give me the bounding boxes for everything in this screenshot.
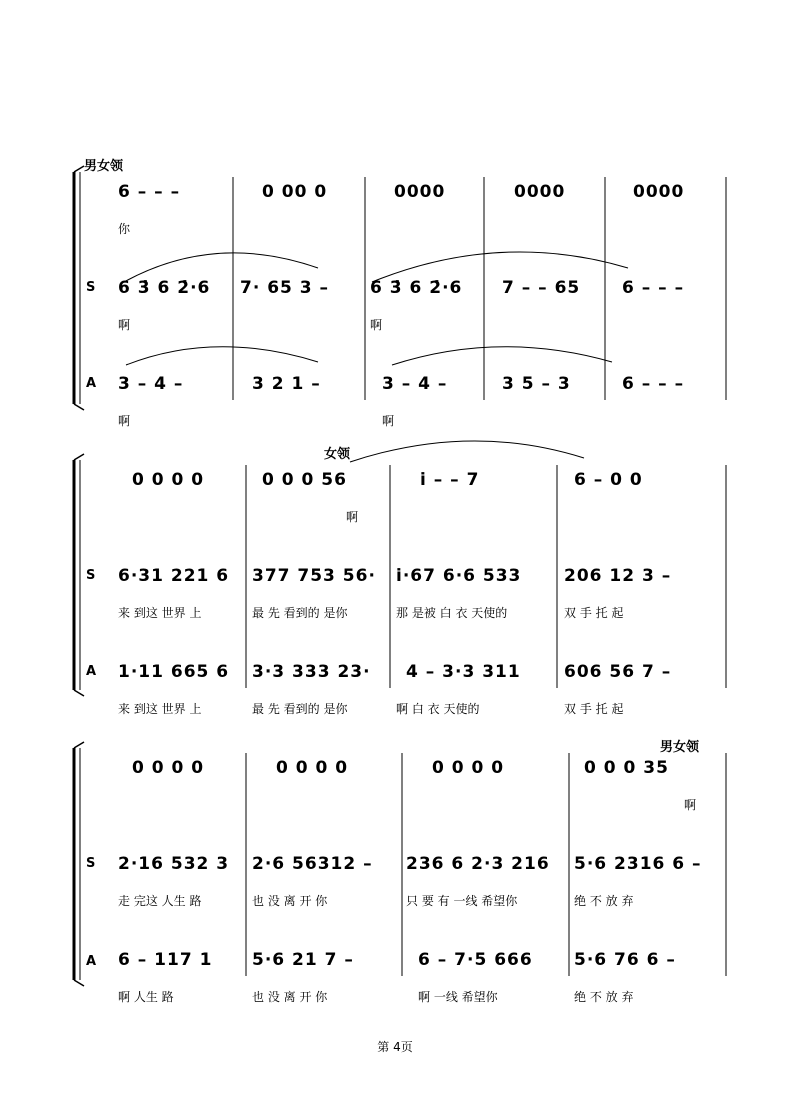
lyric: 来 到这 世界 上 <box>118 606 202 620</box>
part-label: A <box>86 954 97 969</box>
lyric: 只 要 有 一线 希望你 <box>406 894 518 908</box>
measure: 2·16 532 3 <box>118 854 230 874</box>
measure: 0 00 0 <box>262 182 328 202</box>
lyric: 绝 不 放 弃 <box>574 990 634 1004</box>
measure: 1·11 665 6 <box>118 662 230 682</box>
measure: 2·6 56312 – <box>252 854 373 874</box>
measure: 7· 65 3 – <box>240 278 330 298</box>
lyric: 最 先 看到的 是你 <box>252 606 348 620</box>
part-label: A <box>86 664 97 679</box>
lyric: 啊 一线 希望你 <box>418 990 498 1004</box>
measure: 6 – 0 0 <box>574 470 643 490</box>
part-label: A <box>86 376 97 391</box>
measure: 3·3 333 23· <box>252 662 371 682</box>
lyric: 啊 <box>370 318 383 332</box>
measure: 6 – – – <box>622 374 685 394</box>
lyric: 啊 <box>684 798 697 812</box>
measure: 6 3̇ 6 2̇·6 <box>118 278 211 298</box>
lyric: 你 <box>118 222 131 236</box>
lyric: 来 到这 世界 上 <box>118 702 202 716</box>
measure: 5·6 76 6 – <box>574 950 676 970</box>
lyric: 走 完这 人生 路 <box>118 894 202 908</box>
part-label: S <box>86 280 96 295</box>
lyric: 双 手 托 起 <box>564 606 624 620</box>
measure: i̇·67 6·6 533 <box>396 566 522 586</box>
part-label: S <box>86 568 96 583</box>
measure: 236 6 2·3 216 <box>406 854 550 874</box>
lyric: 那 是被 白 衣 天使的 <box>396 606 508 620</box>
lyric: 啊 <box>346 510 359 524</box>
measure: 5·6 21 7 – <box>252 950 354 970</box>
lyric: 绝 不 放 弃 <box>574 894 634 908</box>
measure: 4 – 3·3 311 <box>406 662 521 682</box>
lead-label: 男女领 <box>660 740 700 755</box>
measure: 0 0 0 0 <box>432 758 505 778</box>
lyric: 啊 <box>118 318 131 332</box>
measure: 0 0 0 0 <box>132 758 205 778</box>
measure: 206 12 3 – <box>564 566 672 586</box>
measure: 5·6 2316 6 – <box>574 854 702 874</box>
measure: 6·31 221 6 <box>118 566 230 586</box>
lyric: 最 先 看到的 是你 <box>252 702 348 716</box>
lyric: 啊 白 衣 天使的 <box>396 702 480 716</box>
page-number: 第 4页 <box>377 1040 413 1054</box>
measure: 3 2 1 – <box>252 374 321 394</box>
measure: 6 – – – <box>118 182 181 202</box>
lead-label: 男女领 <box>84 159 124 174</box>
lyric: 啊 <box>118 414 131 428</box>
measure: i̇ – – 7 <box>420 470 480 490</box>
measure: 3 5 – 3 <box>502 374 571 394</box>
measure: 0 0 0 0 <box>276 758 349 778</box>
measure: 0 0 0 56 <box>262 470 347 490</box>
lyric: 双 手 托 起 <box>564 702 624 716</box>
lyric: 啊 人生 路 <box>118 990 174 1004</box>
measure: 0 0 0 35 <box>584 758 669 778</box>
measure: 6 – – – <box>622 278 685 298</box>
lyric: 也 没 离 开 你 <box>252 990 328 1004</box>
measure: 3 – 4 – <box>118 374 184 394</box>
measure: 0000 <box>394 182 446 202</box>
measure: 0000 <box>633 182 685 202</box>
measure: 377 753 56· <box>252 566 376 586</box>
measure: 606 56 7 – <box>564 662 672 682</box>
measure: 6 – 7·5 666 <box>418 950 533 970</box>
measure: 7 – – 65 <box>502 278 581 298</box>
part-label: S <box>86 856 96 871</box>
measure: 0000 <box>514 182 566 202</box>
measure: 3 – 4 – <box>382 374 448 394</box>
lyric: 也 没 离 开 你 <box>252 894 328 908</box>
measure: 6 3̇ 6 2̇·6 <box>370 278 463 298</box>
measure: 0 0 0 0 <box>132 470 205 490</box>
lyric: 啊 <box>382 414 395 428</box>
measure: 6 – 117 1 <box>118 950 213 970</box>
lead-label: 女领 <box>324 447 351 462</box>
